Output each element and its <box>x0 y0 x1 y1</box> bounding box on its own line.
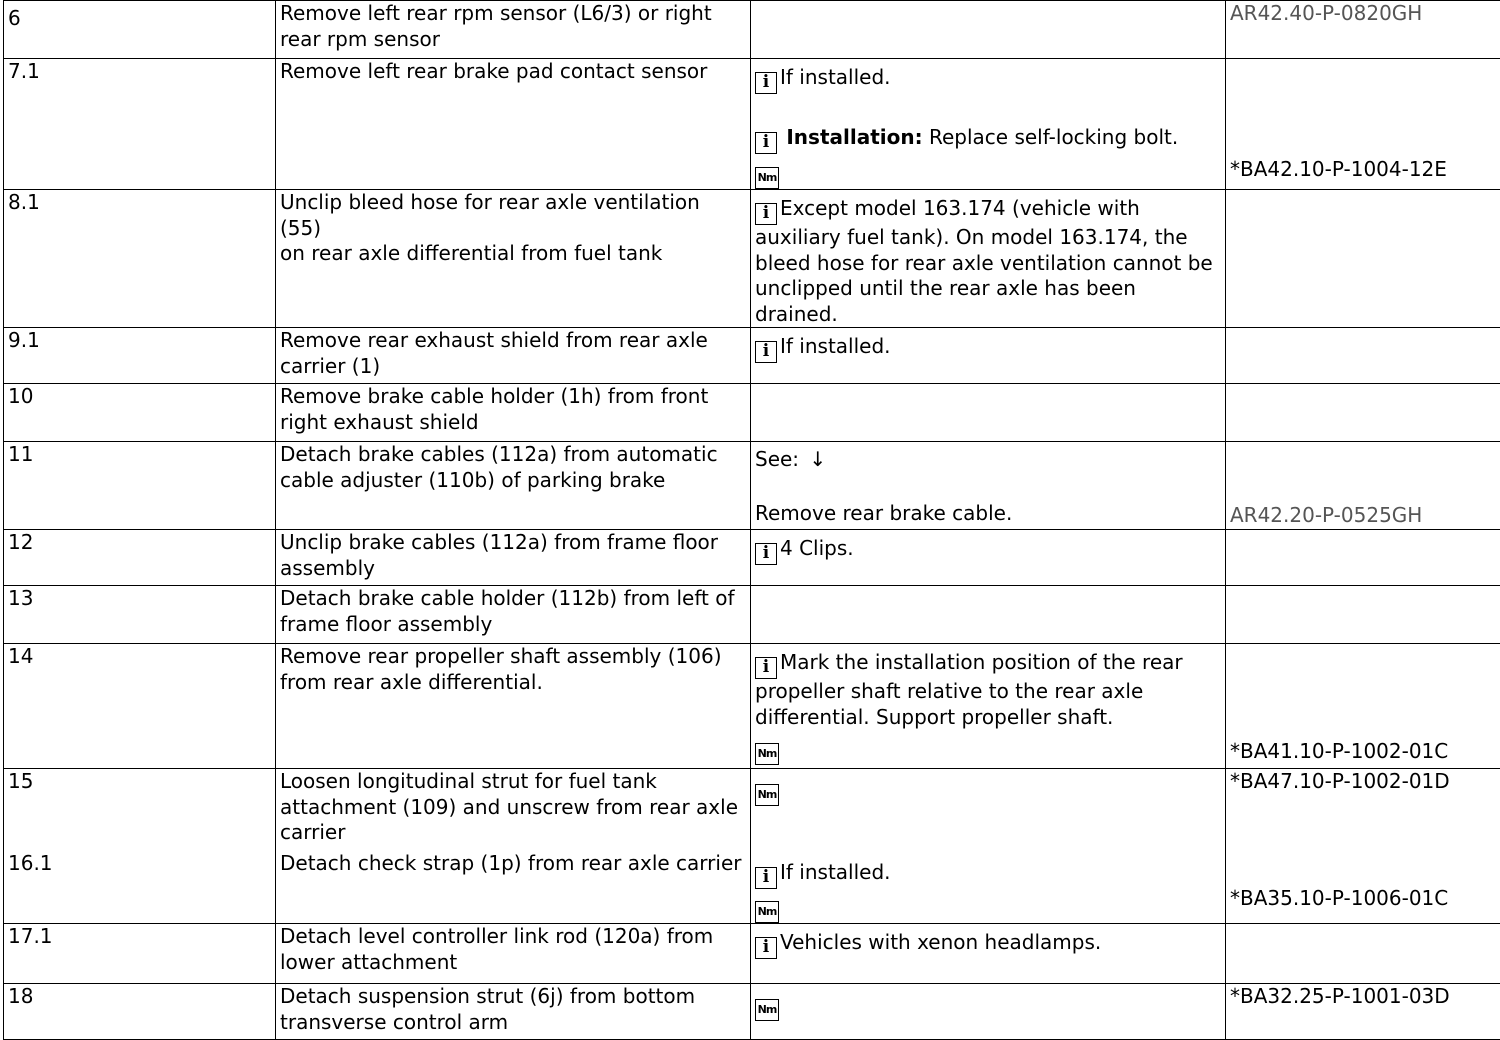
reference-link[interactable]: *BA35.10-P-1006-01C <box>1230 886 1496 912</box>
notes-cell: i Except model 163.174 (vehicle with auxiliary fuel tank). On model 163.174, the bleed hose for rear axle ventilation cannot be unclipped until the rear axle has been drained. <box>751 190 1226 328</box>
reference-cell <box>1226 328 1500 384</box>
table-row <box>4 530 1500 586</box>
operation-text: Detach suspension strut (6j) from bottom transverse control arm <box>276 984 751 1040</box>
operation-text: Remove left rear rpm sensor (L6/3) or right rear rpm sensor <box>276 1 751 59</box>
info-icon[interactable]: i <box>755 72 777 94</box>
table-row <box>4 769 1500 924</box>
info-icon[interactable]: i <box>755 867 777 889</box>
notes-cell: i Vehicles with xenon headlamps. <box>751 924 1226 984</box>
operation-text: Remove rear propeller shaft assembly (106) from rear axle differential. <box>276 644 751 769</box>
reference-cell <box>1226 530 1500 586</box>
notes-cell <box>751 1 1226 59</box>
torque-nm-icon[interactable]: Nm <box>755 999 779 1021</box>
step-number: 17.1 <box>4 924 276 984</box>
info-icon[interactable]: i <box>755 937 777 959</box>
info-icon[interactable]: i <box>755 543 777 565</box>
arrow-down-icon[interactable]: ↓ <box>809 447 826 473</box>
operation-text: Detach brake cables (112a) from automatic cable adjuster (110b) of parking brake <box>276 442 751 530</box>
procedure-table <box>3 0 1500 1040</box>
notes-cell: i If installed. i Installation: Replace self-locking bolt. Nm <box>751 59 1226 190</box>
operation-text: Remove rear exhaust shield from rear axle carrier (1) <box>276 328 751 384</box>
reference-link[interactable]: *BA41.10-P-1002-01C <box>1226 644 1500 769</box>
info-icon[interactable]: i <box>755 203 777 225</box>
notes-cell: i Mark the installation position of the rear propeller shaft relative to the rear axle differential. Support propeller shaft. Nm <box>751 644 1226 769</box>
notes-cell: i If installed. <box>751 328 1226 384</box>
table-row <box>4 59 1500 190</box>
info-icon[interactable]: i <box>755 132 777 154</box>
torque-nm-icon[interactable]: Nm <box>755 784 779 806</box>
reference-link[interactable]: *BA32.25-P-1001-03D <box>1226 984 1500 1040</box>
table-row <box>4 644 1500 769</box>
torque-nm-icon[interactable]: Nm <box>755 901 779 923</box>
torque-nm-icon[interactable]: Nm <box>755 167 779 189</box>
table-row <box>4 924 1500 984</box>
reference-link[interactable]: AR42.40-P-0820GH <box>1226 1 1500 59</box>
table-row <box>4 190 1500 328</box>
step-number: 14 <box>4 644 276 769</box>
operation-text: Detach level controller link rod (120a) from lower attachment <box>276 924 751 984</box>
reference-link[interactable]: *BA47.10-P-1002-01D <box>1230 769 1496 795</box>
reference-cell <box>1226 769 1500 924</box>
table-row <box>4 984 1500 1040</box>
operation-text: Loosen longitudinal strut for fuel tank attachment (109) and unscrew from rear axle carrier Detach check strap (1p) from rear axle carrier <box>276 769 751 924</box>
reference-link[interactable]: AR42.20-P-0525GH <box>1226 442 1500 530</box>
step-number: 7.1 <box>4 59 276 190</box>
step-number: 9.1 <box>4 328 276 384</box>
operation-text: Detach brake cable holder (112b) from left of frame floor assembly <box>276 586 751 644</box>
step-number: 10 <box>4 384 276 442</box>
operation-text: Unclip bleed hose for rear axle ventilation (55) on rear axle differential from fuel tank <box>276 190 751 328</box>
reference-cell <box>1226 190 1500 328</box>
step-number: 11 <box>4 442 276 530</box>
notes-cell <box>751 384 1226 442</box>
step-number: 15 16.1 <box>4 769 276 924</box>
notes-cell: Nm i If installed. Nm <box>751 769 1226 924</box>
step-number: 6 <box>4 1 276 59</box>
notes-cell <box>751 984 1226 1040</box>
table-row <box>4 1 1500 59</box>
torque-nm-icon[interactable]: Nm <box>755 743 779 765</box>
operation-text: Unclip brake cables (112a) from frame floor assembly <box>276 530 751 586</box>
reference-link[interactable]: *BA42.10-P-1004-12E <box>1226 59 1500 190</box>
table-row <box>4 384 1500 442</box>
step-number: 12 <box>4 530 276 586</box>
step-number: 8.1 <box>4 190 276 328</box>
reference-cell <box>1226 924 1500 984</box>
notes-cell <box>751 586 1226 644</box>
info-icon[interactable]: i <box>755 341 777 363</box>
step-number: 13 <box>4 586 276 644</box>
reference-cell <box>1226 384 1500 442</box>
step-number: 18 <box>4 984 276 1040</box>
table-row <box>4 442 1500 530</box>
notes-cell: i 4 Clips. <box>751 530 1226 586</box>
notes-cell: See: ↓ Remove rear brake cable. <box>751 442 1226 530</box>
table-row <box>4 328 1500 384</box>
table-row <box>4 586 1500 644</box>
operation-text: Remove left rear brake pad contact sensor <box>276 59 751 190</box>
info-icon[interactable]: i <box>755 657 777 679</box>
reference-cell <box>1226 586 1500 644</box>
operation-text: Remove brake cable holder (1h) from front right exhaust shield <box>276 384 751 442</box>
